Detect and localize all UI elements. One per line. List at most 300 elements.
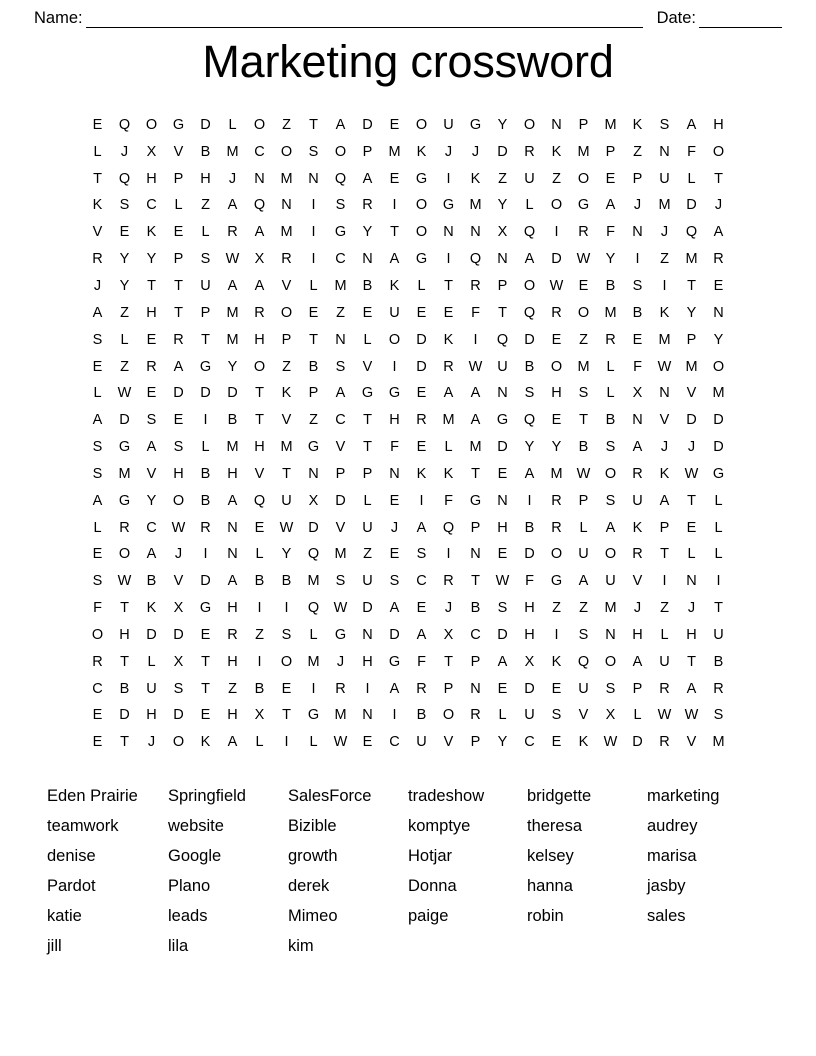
- word-list-item[interactable]: teamwork: [47, 817, 119, 835]
- grid-cell[interactable]: Z: [633, 143, 642, 160]
- grid-cell[interactable]: Z: [120, 358, 129, 375]
- grid-cell[interactable]: B: [254, 573, 265, 590]
- grid-cell[interactable]: D: [173, 626, 184, 643]
- grid-cell[interactable]: C: [389, 734, 400, 751]
- grid-cell[interactable]: D: [713, 439, 724, 456]
- grid-cell[interactable]: O: [712, 143, 725, 160]
- grid-cell[interactable]: I: [446, 251, 451, 268]
- word-list-item[interactable]: kelsey: [527, 847, 574, 865]
- grid-cell[interactable]: N: [713, 304, 724, 321]
- grid-cell[interactable]: W: [495, 573, 510, 590]
- grid-cell[interactable]: R: [713, 251, 724, 268]
- grid-cell[interactable]: L: [201, 439, 210, 456]
- grid-cell[interactable]: H: [227, 465, 238, 482]
- grid-cell[interactable]: V: [578, 707, 589, 724]
- grid-cell[interactable]: P: [632, 170, 643, 187]
- grid-cell[interactable]: N: [443, 224, 454, 241]
- grid-cell[interactable]: M: [469, 439, 482, 456]
- grid-cell[interactable]: Q: [253, 197, 266, 214]
- grid-cell[interactable]: S: [578, 385, 589, 402]
- grid-cell[interactable]: L: [255, 734, 264, 751]
- grid-cell[interactable]: P: [281, 331, 292, 348]
- grid-cell[interactable]: G: [307, 707, 320, 724]
- grid-cell[interactable]: A: [605, 197, 616, 214]
- grid-cell[interactable]: L: [606, 358, 615, 375]
- grid-cell[interactable]: D: [173, 385, 184, 402]
- grid-cell[interactable]: D: [362, 600, 373, 617]
- grid-cell[interactable]: T: [255, 412, 264, 429]
- grid-cell[interactable]: V: [632, 573, 643, 590]
- grid-cell[interactable]: T: [714, 600, 723, 617]
- grid-cell[interactable]: D: [497, 626, 508, 643]
- grid-cell[interactable]: M: [307, 573, 320, 590]
- grid-cell[interactable]: R: [443, 358, 454, 375]
- grid-cell[interactable]: L: [120, 331, 129, 348]
- grid-cell[interactable]: E: [362, 304, 373, 321]
- grid-cell[interactable]: U: [281, 492, 292, 509]
- grid-cell[interactable]: A: [389, 680, 400, 697]
- grid-cell[interactable]: N: [362, 251, 373, 268]
- grid-cell[interactable]: D: [146, 626, 157, 643]
- grid-cell[interactable]: P: [659, 519, 670, 536]
- grid-cell[interactable]: U: [200, 277, 211, 294]
- word-list-item[interactable]: robin: [527, 907, 564, 925]
- grid-cell[interactable]: B: [200, 492, 211, 509]
- grid-cell[interactable]: A: [146, 546, 157, 563]
- grid-cell[interactable]: G: [172, 116, 185, 133]
- grid-cell[interactable]: N: [632, 412, 643, 429]
- grid-cell[interactable]: K: [632, 116, 643, 133]
- grid-cell[interactable]: L: [633, 707, 642, 724]
- grid-cell[interactable]: Y: [362, 224, 373, 241]
- grid-cell[interactable]: P: [578, 116, 589, 133]
- grid-cell[interactable]: A: [92, 304, 103, 321]
- grid-cell[interactable]: L: [444, 439, 453, 456]
- grid-cell[interactable]: E: [443, 304, 454, 321]
- grid-cell[interactable]: I: [284, 734, 289, 751]
- date-input-line[interactable]: [699, 13, 782, 28]
- grid-cell[interactable]: L: [228, 116, 237, 133]
- grid-cell[interactable]: T: [255, 385, 264, 402]
- grid-cell[interactable]: P: [686, 331, 697, 348]
- grid-cell[interactable]: M: [280, 170, 293, 187]
- grid-cell[interactable]: I: [203, 412, 208, 429]
- grid-cell[interactable]: N: [470, 546, 481, 563]
- grid-cell[interactable]: I: [662, 277, 667, 294]
- grid-cell[interactable]: G: [118, 439, 131, 456]
- word-list-item[interactable]: marisa: [647, 847, 697, 865]
- grid-cell[interactable]: D: [335, 492, 346, 509]
- word-list-item[interactable]: marketing: [647, 787, 720, 805]
- grid-cell[interactable]: H: [227, 707, 238, 724]
- grid-cell[interactable]: Z: [552, 170, 561, 187]
- grid-cell[interactable]: D: [551, 251, 562, 268]
- grid-cell[interactable]: A: [632, 439, 643, 456]
- grid-cell[interactable]: A: [389, 251, 400, 268]
- grid-cell[interactable]: H: [254, 439, 265, 456]
- grid-cell[interactable]: U: [416, 734, 427, 751]
- word-list-item[interactable]: kim: [288, 937, 314, 955]
- grid-cell[interactable]: I: [554, 224, 559, 241]
- grid-cell[interactable]: A: [632, 653, 643, 670]
- grid-cell[interactable]: H: [254, 331, 265, 348]
- grid-cell[interactable]: Z: [660, 251, 669, 268]
- grid-cell[interactable]: S: [173, 680, 184, 697]
- grid-cell[interactable]: U: [578, 680, 589, 697]
- grid-cell[interactable]: G: [388, 385, 401, 402]
- grid-cell[interactable]: S: [281, 626, 292, 643]
- grid-cell[interactable]: K: [281, 385, 292, 402]
- grid-cell[interactable]: I: [419, 492, 424, 509]
- grid-cell[interactable]: A: [416, 519, 427, 536]
- grid-cell[interactable]: Z: [363, 546, 372, 563]
- grid-cell[interactable]: V: [335, 519, 346, 536]
- grid-cell[interactable]: D: [119, 707, 130, 724]
- grid-cell[interactable]: E: [146, 385, 157, 402]
- grid-cell[interactable]: T: [120, 653, 129, 670]
- grid-cell[interactable]: O: [442, 707, 455, 724]
- grid-cell[interactable]: B: [416, 707, 427, 724]
- grid-cell[interactable]: N: [632, 224, 643, 241]
- grid-cell[interactable]: K: [632, 519, 643, 536]
- grid-cell[interactable]: R: [416, 680, 427, 697]
- grid-cell[interactable]: Z: [498, 170, 507, 187]
- grid-cell[interactable]: K: [659, 304, 670, 321]
- grid-cell[interactable]: O: [604, 653, 617, 670]
- grid-cell[interactable]: E: [389, 116, 400, 133]
- grid-cell[interactable]: W: [468, 358, 483, 375]
- grid-cell[interactable]: Q: [469, 251, 482, 268]
- grid-cell[interactable]: B: [308, 358, 319, 375]
- grid-cell[interactable]: O: [415, 197, 428, 214]
- grid-cell[interactable]: L: [309, 734, 318, 751]
- grid-cell[interactable]: T: [687, 492, 696, 509]
- grid-cell[interactable]: P: [173, 170, 184, 187]
- grid-cell[interactable]: S: [524, 385, 535, 402]
- grid-cell[interactable]: W: [657, 358, 672, 375]
- grid-cell[interactable]: D: [119, 412, 130, 429]
- grid-cell[interactable]: R: [443, 573, 454, 590]
- grid-cell[interactable]: L: [147, 653, 156, 670]
- grid-cell[interactable]: M: [388, 143, 401, 160]
- grid-cell[interactable]: J: [687, 600, 696, 617]
- grid-cell[interactable]: N: [254, 170, 265, 187]
- grid-cell[interactable]: E: [200, 707, 211, 724]
- grid-cell[interactable]: K: [551, 143, 562, 160]
- grid-cell[interactable]: M: [685, 358, 698, 375]
- grid-cell[interactable]: I: [446, 170, 451, 187]
- grid-cell[interactable]: Q: [442, 519, 455, 536]
- grid-cell[interactable]: R: [281, 251, 292, 268]
- word-list-item[interactable]: Hotjar: [408, 847, 453, 865]
- grid-cell[interactable]: P: [362, 465, 373, 482]
- grid-cell[interactable]: R: [470, 707, 481, 724]
- word-list-item[interactable]: sales: [647, 907, 686, 925]
- grid-cell[interactable]: T: [93, 170, 102, 187]
- grid-cell[interactable]: N: [686, 573, 697, 590]
- grid-cell[interactable]: P: [173, 251, 184, 268]
- grid-cell[interactable]: N: [389, 465, 400, 482]
- grid-cell[interactable]: G: [361, 385, 374, 402]
- grid-cell[interactable]: E: [146, 331, 157, 348]
- grid-cell[interactable]: J: [120, 143, 129, 160]
- grid-cell[interactable]: F: [633, 358, 642, 375]
- grid-cell[interactable]: D: [686, 197, 697, 214]
- grid-cell[interactable]: V: [254, 465, 265, 482]
- grid-cell[interactable]: P: [200, 304, 211, 321]
- grid-cell[interactable]: T: [498, 304, 507, 321]
- grid-cell[interactable]: B: [713, 653, 724, 670]
- grid-cell[interactable]: R: [119, 519, 130, 536]
- grid-cell[interactable]: V: [173, 143, 184, 160]
- grid-cell[interactable]: E: [308, 304, 319, 321]
- grid-cell[interactable]: O: [415, 116, 428, 133]
- grid-cell[interactable]: H: [686, 626, 697, 643]
- grid-cell[interactable]: D: [713, 412, 724, 429]
- grid-cell[interactable]: P: [362, 143, 373, 160]
- grid-cell[interactable]: I: [311, 680, 316, 697]
- grid-cell[interactable]: J: [147, 734, 156, 751]
- grid-cell[interactable]: T: [687, 653, 696, 670]
- grid-cell[interactable]: R: [416, 412, 427, 429]
- grid-cell[interactable]: E: [362, 734, 373, 751]
- grid-cell[interactable]: U: [497, 358, 508, 375]
- grid-cell[interactable]: T: [579, 412, 588, 429]
- grid-cell[interactable]: L: [714, 546, 723, 563]
- grid-cell[interactable]: I: [662, 573, 667, 590]
- grid-cell[interactable]: Y: [281, 546, 292, 563]
- grid-cell[interactable]: L: [714, 519, 723, 536]
- grid-cell[interactable]: F: [525, 573, 534, 590]
- grid-cell[interactable]: O: [577, 304, 590, 321]
- grid-cell[interactable]: L: [174, 197, 183, 214]
- grid-cell[interactable]: R: [551, 492, 562, 509]
- grid-cell[interactable]: E: [200, 626, 211, 643]
- grid-cell[interactable]: K: [470, 170, 481, 187]
- grid-cell[interactable]: T: [201, 653, 210, 670]
- grid-cell[interactable]: X: [605, 707, 616, 724]
- grid-cell[interactable]: Y: [146, 251, 157, 268]
- grid-cell[interactable]: Y: [551, 439, 562, 456]
- grid-cell[interactable]: L: [579, 519, 588, 536]
- grid-cell[interactable]: R: [470, 277, 481, 294]
- grid-cell[interactable]: Q: [307, 546, 320, 563]
- grid-cell[interactable]: I: [284, 600, 289, 617]
- grid-cell[interactable]: E: [416, 439, 427, 456]
- grid-cell[interactable]: N: [470, 224, 481, 241]
- grid-cell[interactable]: M: [226, 331, 239, 348]
- grid-cell[interactable]: U: [524, 170, 535, 187]
- grid-cell[interactable]: O: [604, 465, 617, 482]
- grid-cell[interactable]: T: [444, 653, 453, 670]
- grid-cell[interactable]: X: [173, 600, 184, 617]
- grid-cell[interactable]: I: [446, 546, 451, 563]
- grid-cell[interactable]: W: [549, 277, 564, 294]
- grid-cell[interactable]: X: [254, 251, 265, 268]
- grid-cell[interactable]: Z: [579, 331, 588, 348]
- grid-cell[interactable]: M: [577, 143, 590, 160]
- grid-cell[interactable]: L: [255, 546, 264, 563]
- grid-cell[interactable]: J: [228, 170, 237, 187]
- grid-cell[interactable]: S: [389, 573, 400, 590]
- grid-cell[interactable]: O: [388, 331, 401, 348]
- grid-cell[interactable]: A: [524, 465, 535, 482]
- grid-cell[interactable]: T: [201, 680, 210, 697]
- grid-cell[interactable]: W: [684, 707, 699, 724]
- grid-cell[interactable]: S: [605, 492, 616, 509]
- grid-cell[interactable]: J: [471, 143, 480, 160]
- grid-cell[interactable]: I: [392, 197, 397, 214]
- grid-cell[interactable]: T: [444, 277, 453, 294]
- grid-cell[interactable]: Y: [119, 277, 130, 294]
- grid-cell[interactable]: N: [362, 707, 373, 724]
- grid-cell[interactable]: R: [227, 626, 238, 643]
- grid-cell[interactable]: Y: [605, 251, 616, 268]
- grid-cell[interactable]: Z: [579, 600, 588, 617]
- grid-cell[interactable]: R: [632, 546, 643, 563]
- grid-cell[interactable]: G: [469, 492, 482, 509]
- grid-cell[interactable]: G: [469, 116, 482, 133]
- word-list-item[interactable]: audrey: [647, 817, 698, 835]
- grid-cell[interactable]: G: [712, 465, 725, 482]
- grid-cell[interactable]: R: [632, 465, 643, 482]
- grid-cell[interactable]: H: [497, 519, 508, 536]
- grid-cell[interactable]: C: [335, 251, 346, 268]
- grid-cell[interactable]: S: [92, 331, 103, 348]
- grid-cell[interactable]: O: [550, 197, 563, 214]
- grid-cell[interactable]: B: [632, 304, 643, 321]
- grid-cell[interactable]: I: [365, 680, 370, 697]
- grid-cell[interactable]: O: [280, 653, 293, 670]
- grid-cell[interactable]: A: [443, 385, 454, 402]
- grid-cell[interactable]: O: [550, 546, 563, 563]
- grid-cell[interactable]: B: [119, 680, 130, 697]
- grid-cell[interactable]: T: [471, 465, 480, 482]
- grid-cell[interactable]: R: [659, 734, 670, 751]
- grid-cell[interactable]: N: [335, 331, 346, 348]
- grid-cell[interactable]: I: [527, 492, 532, 509]
- grid-cell[interactable]: I: [635, 251, 640, 268]
- grid-cell[interactable]: U: [524, 707, 535, 724]
- grid-cell[interactable]: K: [578, 734, 589, 751]
- word-list-item[interactable]: Bizible: [288, 817, 337, 835]
- grid-cell[interactable]: J: [336, 653, 345, 670]
- grid-cell[interactable]: P: [470, 519, 481, 536]
- grid-cell[interactable]: M: [118, 465, 131, 482]
- grid-cell[interactable]: F: [471, 304, 480, 321]
- grid-cell[interactable]: J: [687, 439, 696, 456]
- name-input-line[interactable]: [86, 13, 643, 28]
- grid-cell[interactable]: Q: [253, 492, 266, 509]
- grid-cell[interactable]: R: [524, 143, 535, 160]
- grid-cell[interactable]: H: [227, 653, 238, 670]
- grid-cell[interactable]: E: [92, 358, 103, 375]
- grid-cell[interactable]: H: [119, 626, 130, 643]
- grid-cell[interactable]: N: [497, 385, 508, 402]
- grid-cell[interactable]: X: [443, 626, 454, 643]
- grid-cell[interactable]: N: [551, 116, 562, 133]
- word-list-item[interactable]: denise: [47, 847, 96, 865]
- grid-cell[interactable]: W: [333, 734, 348, 751]
- grid-cell[interactable]: K: [659, 465, 670, 482]
- grid-cell[interactable]: G: [118, 492, 131, 509]
- grid-cell[interactable]: T: [120, 600, 129, 617]
- grid-cell[interactable]: X: [497, 224, 508, 241]
- grid-cell[interactable]: F: [444, 492, 453, 509]
- grid-cell[interactable]: D: [524, 546, 535, 563]
- grid-cell[interactable]: Y: [146, 492, 157, 509]
- grid-cell[interactable]: M: [469, 197, 482, 214]
- grid-cell[interactable]: R: [551, 519, 562, 536]
- grid-cell[interactable]: E: [605, 170, 616, 187]
- grid-cell[interactable]: T: [282, 465, 291, 482]
- grid-cell[interactable]: W: [684, 465, 699, 482]
- grid-cell[interactable]: M: [712, 385, 725, 402]
- grid-cell[interactable]: J: [174, 546, 183, 563]
- grid-cell[interactable]: A: [416, 626, 427, 643]
- grid-cell[interactable]: L: [606, 385, 615, 402]
- grid-cell[interactable]: B: [605, 412, 616, 429]
- grid-cell[interactable]: D: [362, 116, 373, 133]
- grid-cell[interactable]: O: [280, 304, 293, 321]
- grid-cell[interactable]: Z: [201, 197, 210, 214]
- grid-cell[interactable]: B: [146, 573, 157, 590]
- grid-cell[interactable]: A: [389, 600, 400, 617]
- grid-cell[interactable]: A: [227, 573, 238, 590]
- grid-cell[interactable]: S: [632, 277, 643, 294]
- grid-cell[interactable]: B: [200, 143, 211, 160]
- grid-cell[interactable]: E: [173, 412, 184, 429]
- grid-cell[interactable]: O: [91, 626, 104, 643]
- grid-cell[interactable]: W: [171, 519, 186, 536]
- grid-cell[interactable]: A: [227, 734, 238, 751]
- grid-cell[interactable]: Q: [685, 224, 698, 241]
- grid-cell[interactable]: A: [470, 412, 481, 429]
- grid-cell[interactable]: H: [524, 626, 535, 643]
- grid-cell[interactable]: U: [578, 546, 589, 563]
- grid-cell[interactable]: S: [659, 116, 670, 133]
- grid-cell[interactable]: I: [203, 546, 208, 563]
- grid-cell[interactable]: R: [254, 304, 265, 321]
- grid-cell[interactable]: Q: [523, 412, 536, 429]
- word-list-item[interactable]: komptye: [408, 817, 471, 835]
- grid-cell[interactable]: E: [416, 385, 427, 402]
- grid-cell[interactable]: D: [200, 573, 211, 590]
- grid-cell[interactable]: L: [687, 170, 696, 187]
- grid-cell[interactable]: A: [227, 277, 238, 294]
- grid-cell[interactable]: B: [254, 680, 265, 697]
- grid-cell[interactable]: P: [578, 492, 589, 509]
- grid-cell[interactable]: U: [443, 116, 454, 133]
- grid-cell[interactable]: M: [226, 143, 239, 160]
- grid-cell[interactable]: E: [173, 224, 184, 241]
- word-list-item[interactable]: jasby: [647, 877, 686, 895]
- grid-cell[interactable]: H: [200, 170, 211, 187]
- grid-cell[interactable]: O: [604, 546, 617, 563]
- grid-cell[interactable]: E: [578, 277, 589, 294]
- grid-cell[interactable]: J: [714, 197, 723, 214]
- grid-cell[interactable]: O: [118, 546, 131, 563]
- grid-cell[interactable]: Y: [713, 331, 724, 348]
- grid-cell[interactable]: G: [442, 197, 455, 214]
- word-list-item[interactable]: Springfield: [168, 787, 246, 805]
- grid-cell[interactable]: N: [659, 143, 670, 160]
- grid-cell[interactable]: S: [497, 600, 508, 617]
- grid-cell[interactable]: M: [226, 304, 239, 321]
- grid-cell[interactable]: U: [659, 653, 670, 670]
- grid-cell[interactable]: X: [308, 492, 319, 509]
- grid-cell[interactable]: R: [659, 680, 670, 697]
